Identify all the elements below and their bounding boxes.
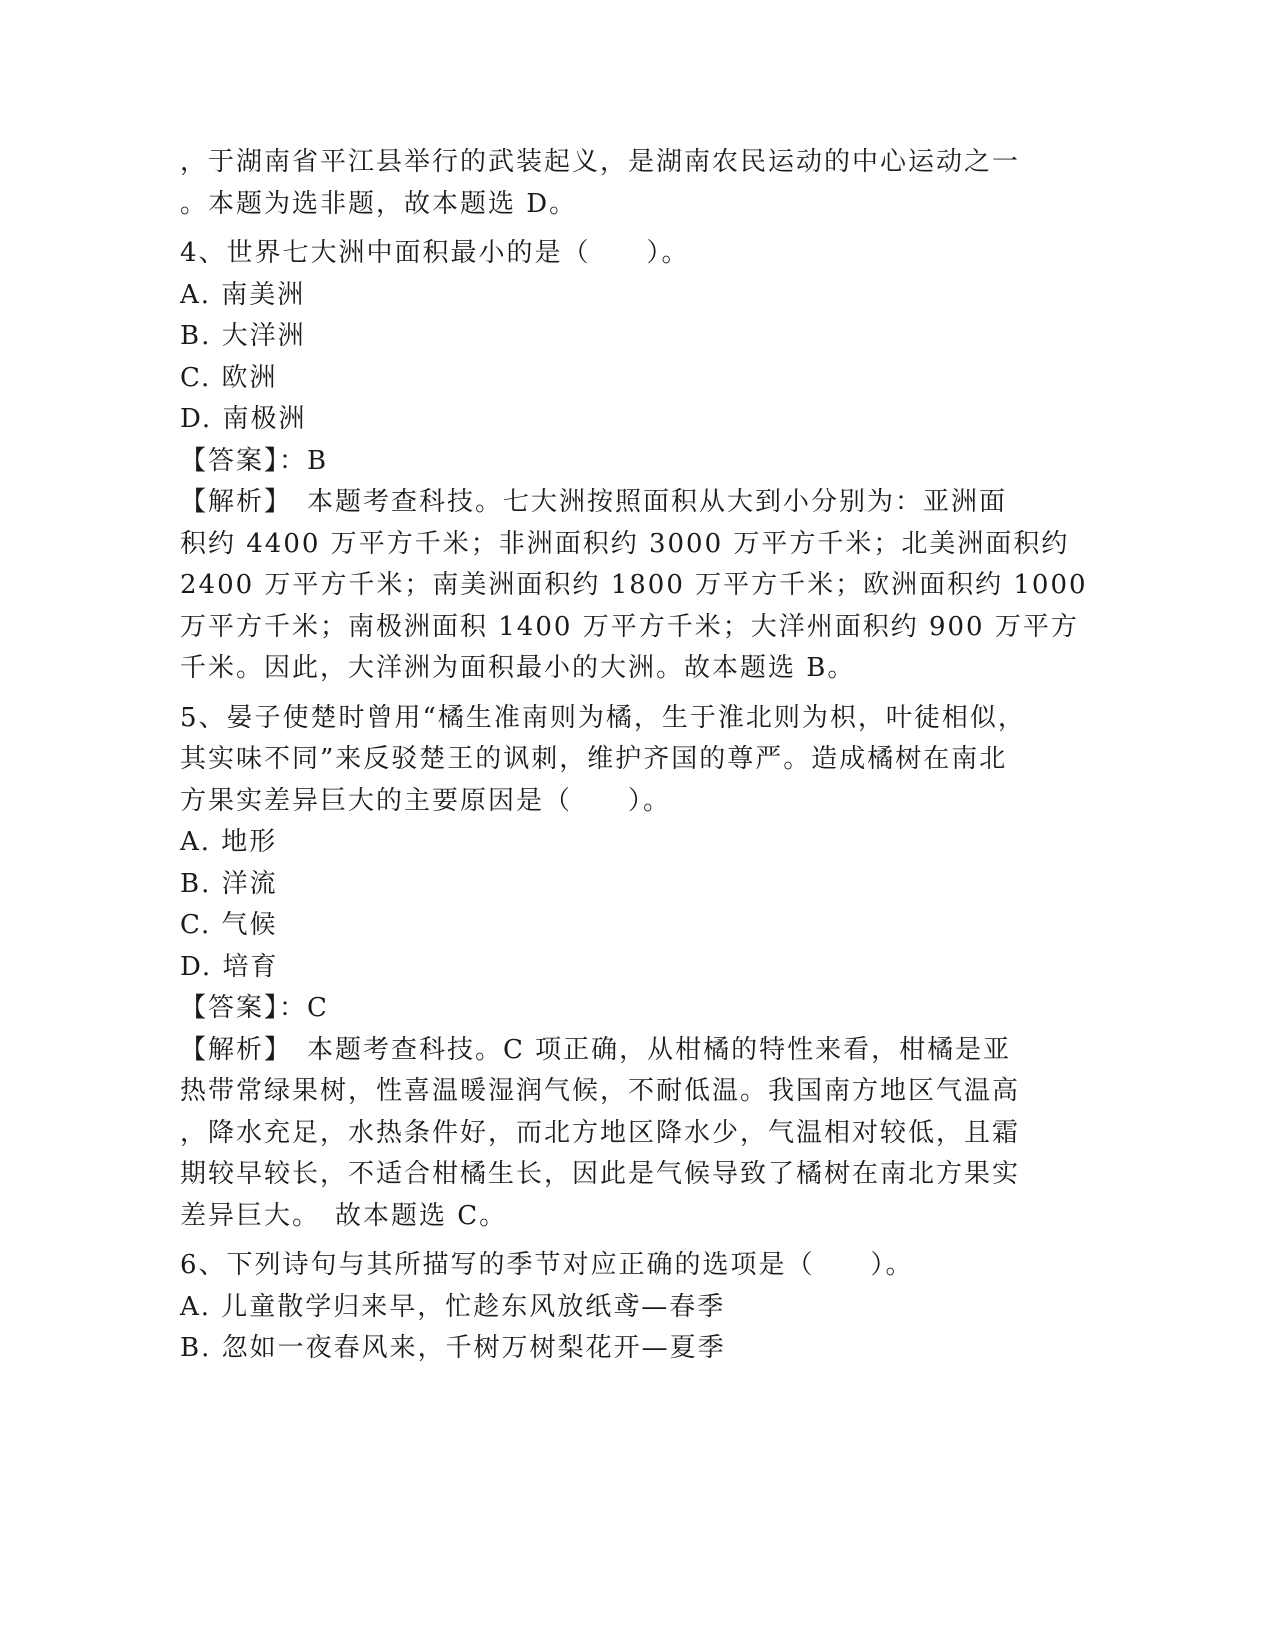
- question-stem: 5、晏子使楚时曾用“橘生准南则为橘，生于淮北则为枳，叶徒相似，: [180, 702, 1026, 733]
- text-line: 。本题为选非题，故本题选 D。: [180, 188, 578, 219]
- analysis-line: 期较早较长，不适合柑橘生长，因此是气候导致了橘树在南北方果实: [180, 1159, 1021, 1189]
- option-c: C. 气候: [180, 910, 278, 940]
- analysis-line: 【解析】 本题考查科技。C 项正确，从柑橘的特性来看，柑橘是亚: [180, 1034, 1012, 1065]
- analysis-line: 热带常绿果树，性喜温暖湿润气候，不耐低温。我国南方地区气温高: [180, 1076, 1021, 1106]
- analysis-line: 万平方千米；南极洲面积 1400 万平方千米；大洋州面积约 900 万平方: [180, 611, 1079, 642]
- analysis-line: 2400 万平方千米；南美洲面积约 1800 万平方千米；欧洲面积约 1000: [180, 570, 1088, 600]
- option-c: C. 欧洲: [180, 362, 278, 393]
- question-stem: 其实味不同”来反驳楚王的讽刺，维护齐国的尊严。造成橘树在南北: [180, 744, 1008, 774]
- text-line: ，于湖南省平江县举行的武装起义，是湖南农民运动的中心运动之一: [180, 147, 1021, 177]
- analysis-line: 千米。因此，大洋洲为面积最小的大洲。故本题选 B。: [180, 653, 856, 683]
- question-stem: 方果实差异巨大的主要原因是（ ）。: [180, 785, 672, 816]
- option-b: B. 大洋洲: [180, 321, 306, 351]
- question-5: [180, 698, 1040, 1238]
- option-d: D. 培育: [180, 951, 279, 982]
- option-a: A. 地形: [180, 827, 278, 857]
- analysis-line: 【解析】 本题考查科技。七大洲按照面积从大到小分别为：亚洲面: [180, 487, 1008, 517]
- option-b: B. 洋流: [180, 868, 278, 899]
- option-a: A. 儿童散学归来早，忙趁东风放纸鸢—春季: [180, 1291, 726, 1322]
- option-b: B. 忽如一夜春风来，千树万树梨花开—夏季: [180, 1333, 726, 1363]
- answer-line: 【答案】：B: [180, 445, 329, 476]
- document-page: [180, 142, 1088, 1370]
- option-d: D. 南极洲: [180, 404, 307, 434]
- intro-paragraph: [180, 142, 1040, 225]
- analysis-line: ，降水充足，水热条件好，而北方地区降水少，气温相对较低，且霜: [180, 1117, 1021, 1148]
- question-stem: 4、世界七大洲中面积最小的是（ ）。: [180, 238, 690, 268]
- analysis-line: 差异巨大。 故本题选 C。: [180, 1200, 508, 1231]
- question-4: [180, 233, 1088, 690]
- question-stem: 6、下列诗句与其所描写的季节对应正确的选项是（ ）。: [180, 1250, 914, 1280]
- answer-line: 【答案】：C: [180, 993, 329, 1023]
- option-a: A. 南美洲: [180, 279, 306, 310]
- question-6: [180, 1245, 1040, 1370]
- analysis-line: 积约 4400 万平方千米；非洲面积约 3000 万平方千米；北美洲面积约: [180, 528, 1070, 559]
